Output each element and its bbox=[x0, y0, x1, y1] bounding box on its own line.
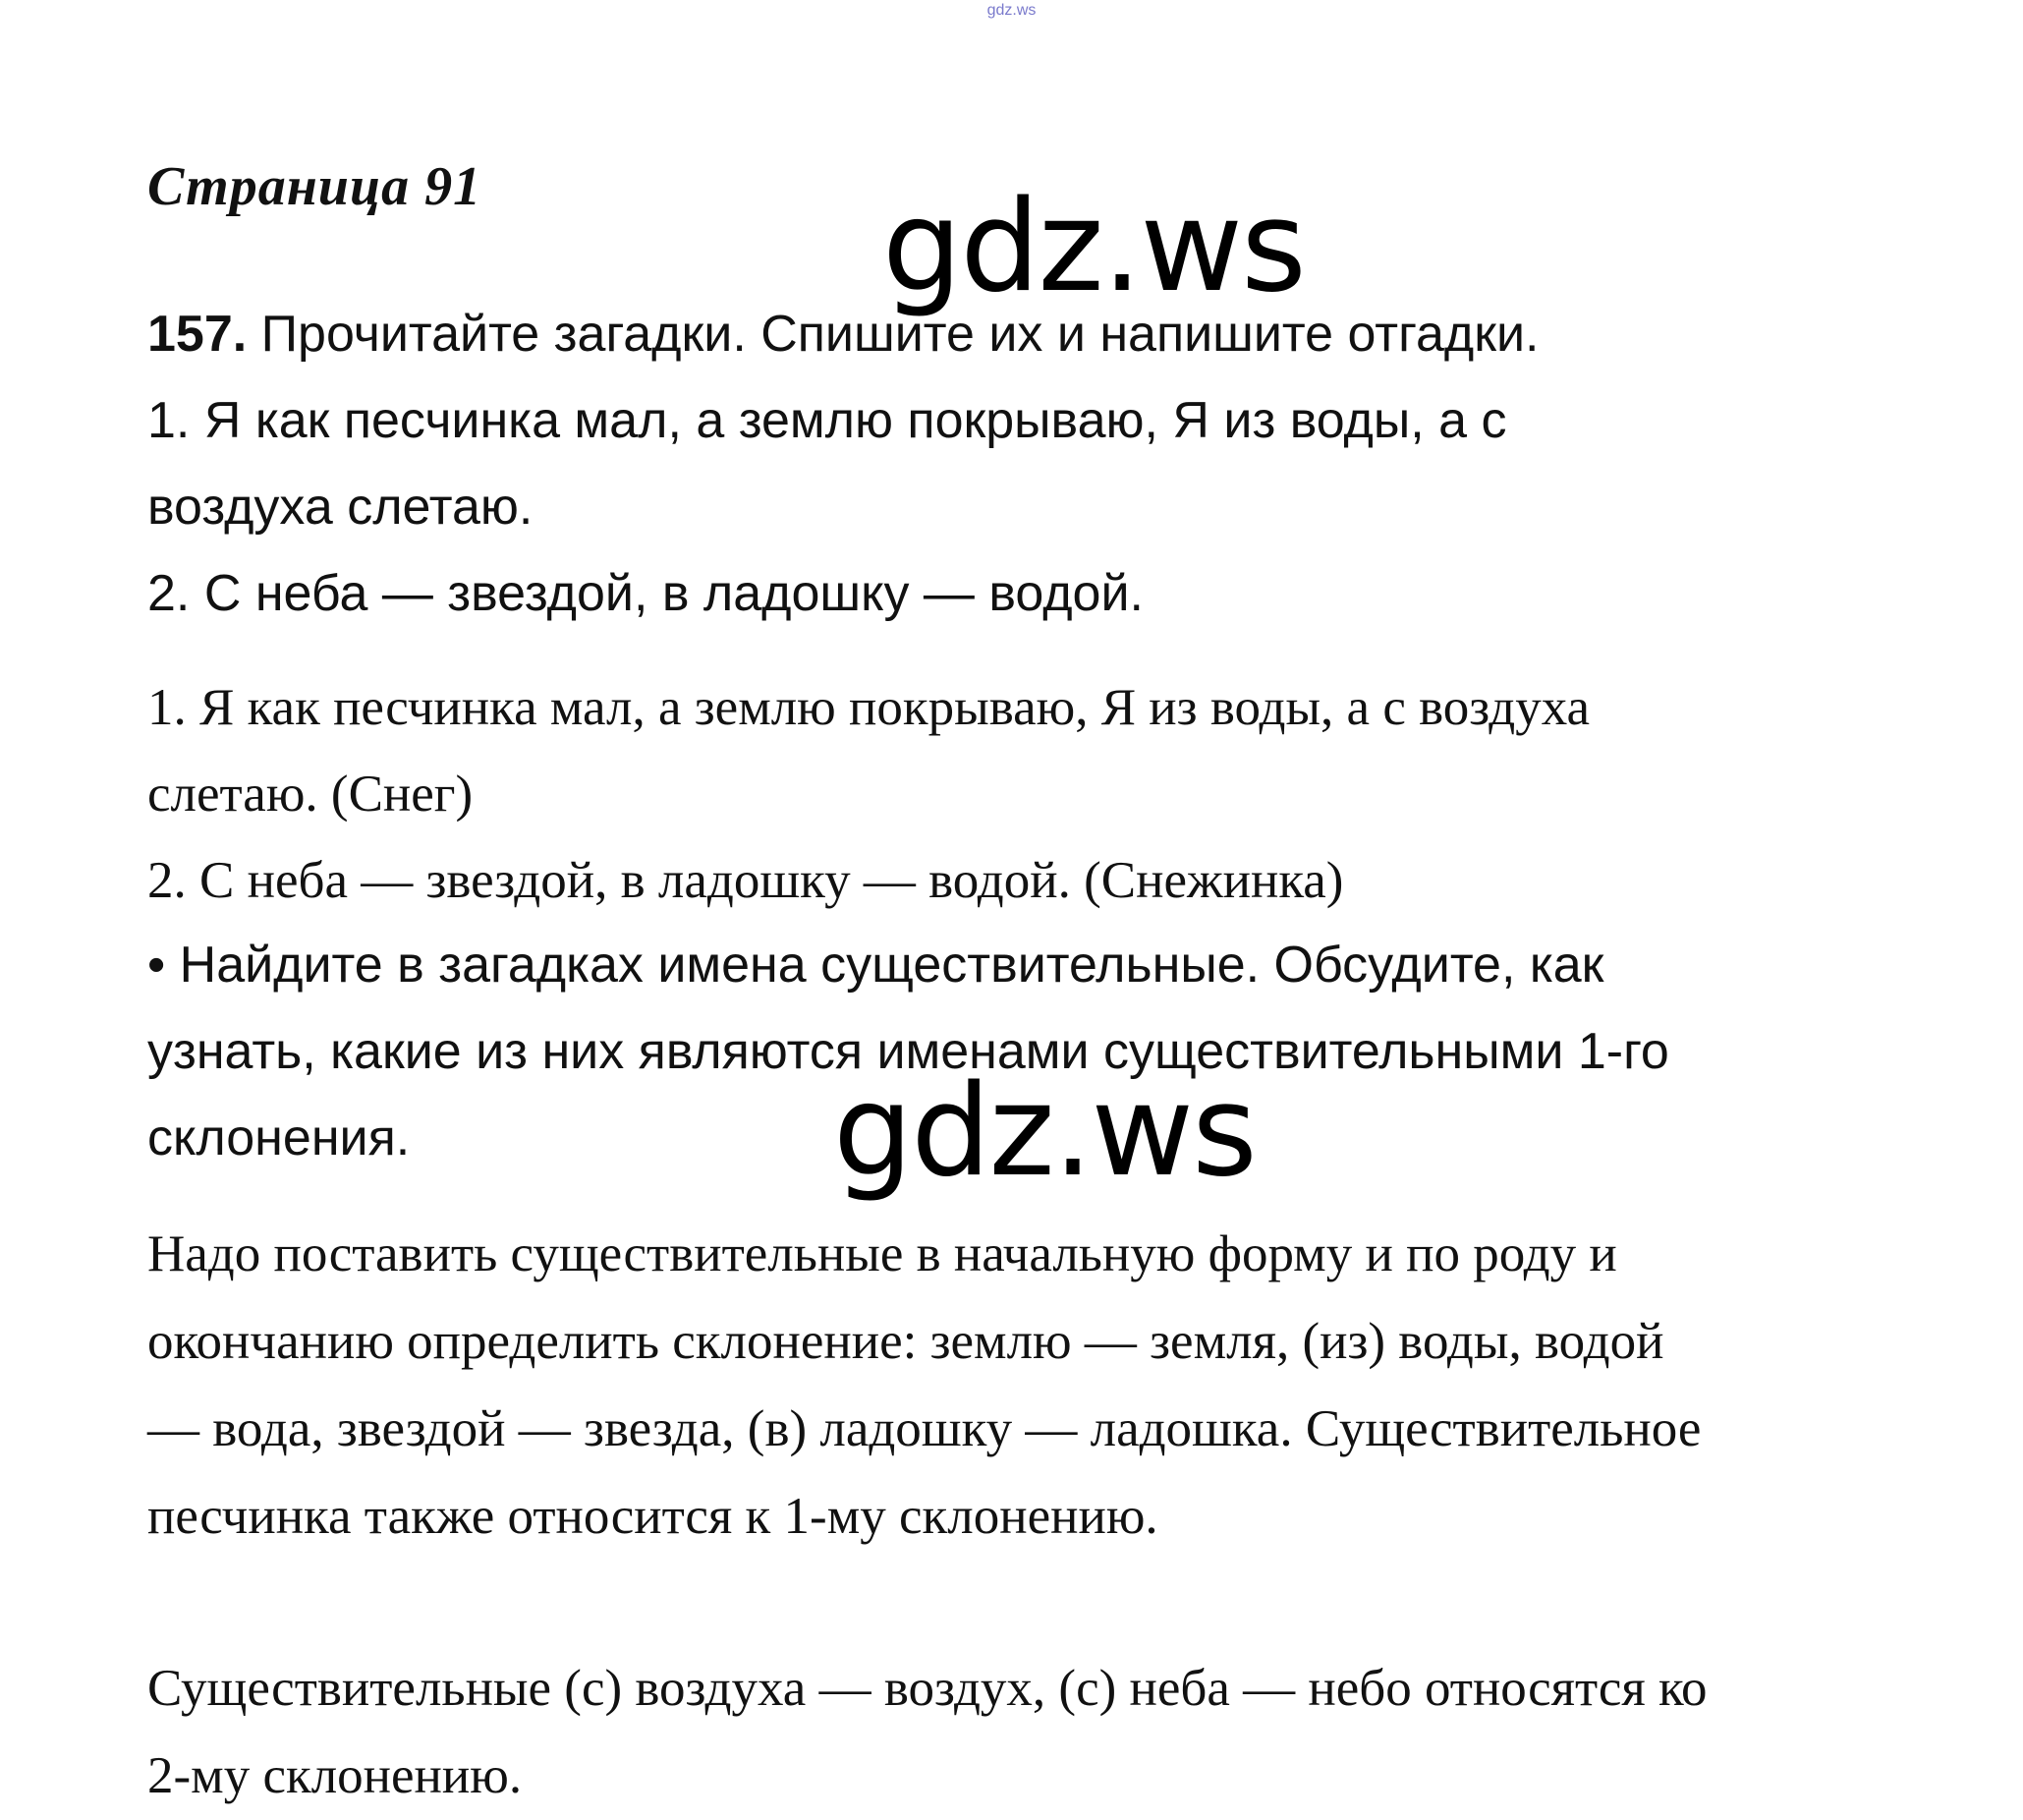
riddle-line: воздуха слетаю. bbox=[147, 479, 534, 536]
task-157 bbox=[147, 291, 1936, 637]
conclusion-line: 2-му склонению. bbox=[147, 1747, 523, 1804]
riddle-line: 1. Я как песчинка мал, а землю покрываю, Я из воды, а с bbox=[147, 392, 1507, 449]
watermark-middle: gdz.ws bbox=[833, 1058, 1256, 1205]
task-instruction-line bbox=[147, 291, 1936, 377]
conclusion-line: Существительные (с) воздуха — воздух, (с) неба — небо относятся ко bbox=[147, 1660, 1708, 1717]
watermark-top: gdz.ws bbox=[882, 174, 1305, 320]
explanation-line: окончанию определить склонение: землю — земля, (из) воды, водой bbox=[147, 1313, 1664, 1370]
task-number: 157. bbox=[147, 306, 248, 363]
question-line: • Найдите в загадках имена существительные. Обсудите, как bbox=[147, 937, 1604, 994]
answer-line: 2. С неба — звездой, в ладошку — водой. (Снежинка) bbox=[147, 852, 1344, 909]
question-line: склонения. bbox=[147, 1109, 411, 1166]
explanation-line: песчинка также относится к 1-му склонению. bbox=[147, 1488, 1158, 1545]
answer-line: 1. Я как песчинка мал, а землю покрываю, Я из воды, а с воздуха bbox=[147, 679, 1591, 736]
task-instruction: Прочитайте загадки. Спишите их и напишите отгадки. bbox=[247, 306, 1540, 363]
explanation-paragraph bbox=[147, 1211, 1936, 1561]
conclusion-paragraph bbox=[147, 1645, 1936, 1820]
page-title: Страница 91 bbox=[147, 156, 482, 217]
answer-line: слетаю. (Снег) bbox=[147, 766, 474, 823]
question-line: узнать, какие из них являются именами существительными 1-го bbox=[147, 1023, 1669, 1080]
explanation-line: Надо поставить существительные в начальную форму и по роду и bbox=[147, 1225, 1617, 1282]
riddle-answers bbox=[147, 664, 1936, 924]
site-mark-small: gdz.ws bbox=[986, 2, 1037, 19]
explanation-line: — вода, звездой — звезда, (в) ладошку — ладошка. Существительное bbox=[147, 1400, 1702, 1457]
riddle-line: 2. С неба — звездой, в ладошку — водой. bbox=[147, 565, 1144, 622]
